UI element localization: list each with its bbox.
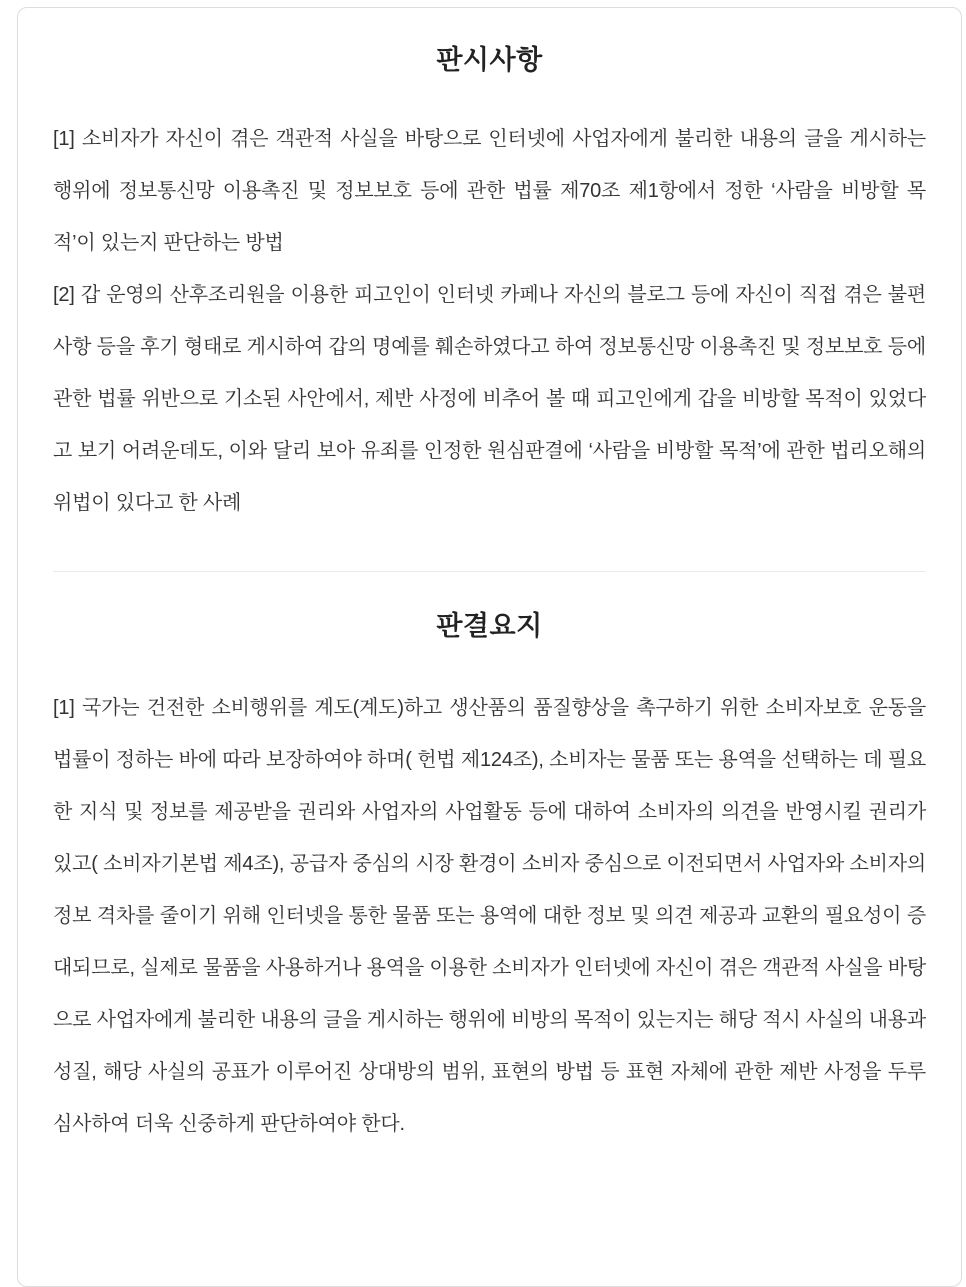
section-decision-summary	[53, 610, 926, 1150]
case-summary-card	[17, 7, 962, 1287]
decision-summary-paragraph-1: [1] 국가는 건전한 소비행위를 계도(계도)하고 생산품의 품질향상을 촉구하기 위한 소비자보호 운동을 법률이 정하는 바에 따라 보장하여야 하며( 헌법 제124조), 소비자는 물품 또는 용역을 선택하는 데 필요한 지식 및 정보를 제공받을 권리와 사업자의 사업활동 등에 대하여 소비자의 의견을 반영시킬 권리가 있고( 소비자기본법 제4조), 공급자 중심의 시장 환경이 소비자 중심으로 이전되면서 사업자와 소비자의 정보 격차를 줄이기 위해 인터넷을 통한 물품 또는 용역에 대한 정보 및 의견 제공과 교환의 필요성이 증대되므로, 실제로 물품을 사용하거나 용역을 이용한 소비자가 인터넷에 자신이 겪은 객관적 사실을 바탕으로 사업자에게 불리한 내용의 글을 게시하는 행위에 비방의 목적이 있는지는 해당 적시 사실의 내용과 성질, 해당 사실의 공표가 이루어진 상대방의 범위, 표현의 방법 등 표현 자체에 관한 제반 사정을 두루 심사하여 더욱 신중하게 판단하여야 한다.	[53, 697, 926, 1135]
section-holdings	[53, 44, 926, 529]
holdings-heading: 판시사항	[436, 45, 543, 75]
decision-summary-heading: 판결요지	[436, 611, 543, 641]
holdings-paragraph-1: [1] 소비자가 자신이 겪은 객관적 사실을 바탕으로 인터넷에 사업자에게 불리한 내용의 글을 게시하는 행위에 정보통신망 이용촉진 및 정보보호 등에 관한 법률 제70조 제1항에서 정한 ‘사람을 비방할 목적’이 있는지 판단하는 방법	[53, 128, 926, 254]
section-divider	[53, 571, 926, 572]
holdings-paragraph-2: [2] 갑 운영의 산후조리원을 이용한 피고인이 인터넷 카페나 자신의 블로그 등에 자신이 직접 겪은 불편사항 등을 후기 형태로 게시하여 갑의 명예를 훼손하였다고 하여 정보통신망 이용촉진 및 정보보호 등에 관한 법률 위반으로 기소된 사안에서, 제반 사정에 비추어 볼 때 피고인에게 갑을 비방할 목적이 있었다고 보기 어려운데도, 이와 달리 보아 유죄를 인정한 원심판결에 ‘사람을 비방할 목적’에 관한 법리오해의 위법이 있다고 한 사례	[53, 284, 926, 514]
